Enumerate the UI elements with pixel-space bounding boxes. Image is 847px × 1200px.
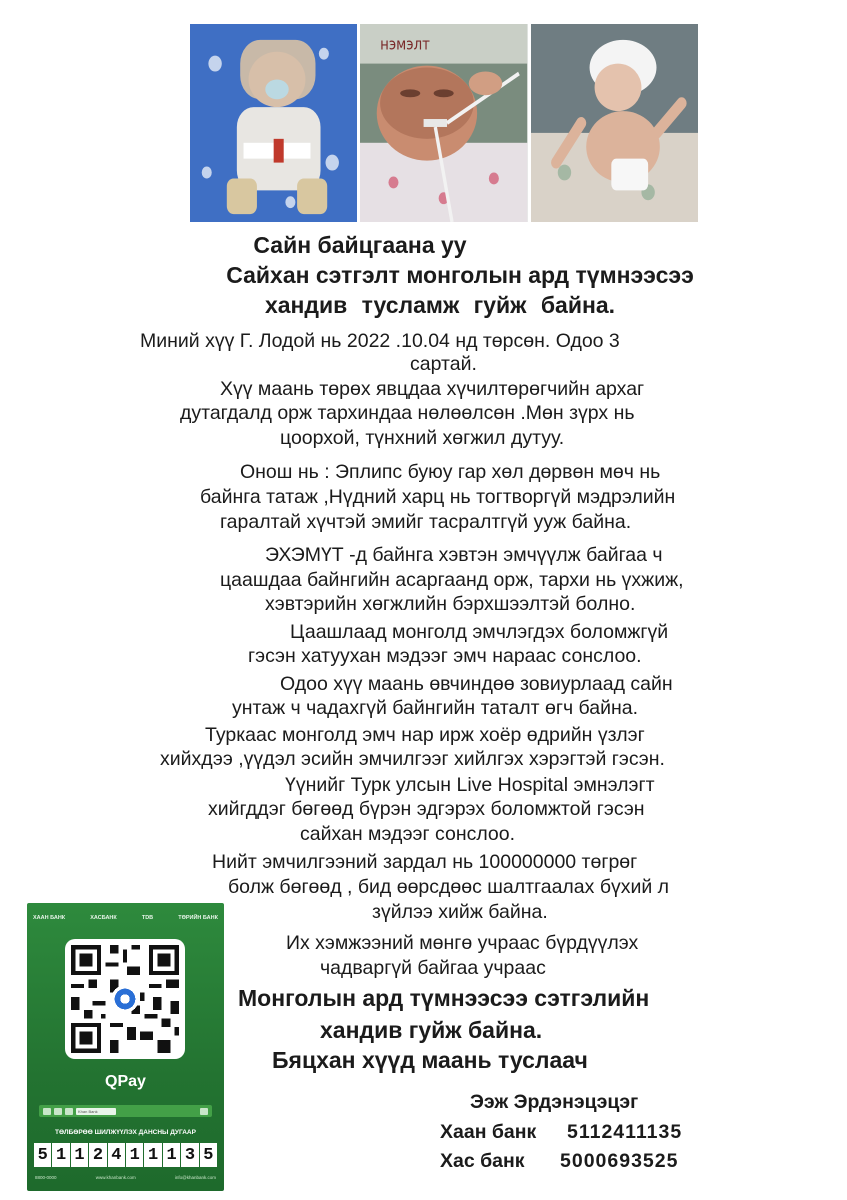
greeting-heading: Сайн байцгаана уу <box>253 232 467 258</box>
back-icon[interactable] <box>54 1108 62 1115</box>
photo-baby-hospital-bed <box>531 24 698 222</box>
account-digit: 1 <box>144 1143 161 1167</box>
account-digit: 1 <box>52 1143 69 1167</box>
phone-contact: 8800-0000 <box>35 1175 57 1180</box>
bank1-name: Хаан банк <box>440 1121 537 1143</box>
story-line: Туркаас монголд эмч нар ирж хоёр өдрийн үзлэг <box>205 724 645 746</box>
story-line: болж бөгөөд , бид өөрсдөөс шалтгаалах бүхий л <box>228 876 670 898</box>
story-line: Их хэмжээний мөнгө учраас бүрдүүлэх <box>286 932 639 954</box>
qpay-card <box>27 903 224 1191</box>
add-icon[interactable] <box>200 1108 208 1115</box>
photo-caption-fragment: нэмэлт <box>380 35 431 55</box>
story-line: гэсэн хатуухан мэдээг эмч нараас сонслоо. <box>248 645 642 667</box>
photo-strip <box>190 24 698 222</box>
story-line: ЭХЭМҮТ -д байнга хэвтэн эмчүүлж байгаа ч <box>265 544 663 566</box>
story-line: Онош нь : Эплипс буюу гар хөл дөрвөн мөч нь <box>240 461 661 483</box>
account-digit: 3 <box>181 1143 198 1167</box>
photo-baby-oxygen-mask <box>190 24 357 222</box>
account-digit: 1 <box>126 1143 143 1167</box>
story-line: Үүнийг Турк улсын Live Hospital эмнэлэгт <box>285 774 655 796</box>
closing-line3: Бяцхан хүүд маань туслаач <box>272 1047 588 1073</box>
story-line: сайхан мэдээг сонслоо. <box>300 823 516 845</box>
menu-icon[interactable] <box>65 1108 73 1115</box>
email-contact: info@khanbank.com <box>174 1175 216 1180</box>
account-digit: 4 <box>108 1143 125 1167</box>
account-digit: 5 <box>34 1143 51 1167</box>
story-line: цоорхой, түнхний хөгжил дутуу. <box>280 427 565 449</box>
qpay-logo: QPay <box>105 1073 146 1090</box>
qr-code[interactable] <box>65 939 185 1059</box>
tdb-bank-logo: TDB <box>141 915 154 921</box>
home-icon[interactable] <box>43 1108 51 1115</box>
appeal-heading-line2: хандив тусламж гуйж байна. <box>264 292 616 318</box>
story-line: унтаж ч чадахгүй байнгийн таталт өгч байна. <box>232 697 639 719</box>
account-digit: 5 <box>200 1143 217 1167</box>
story-line: Нийт эмчилгээний зардал нь 100000000 төгрөг <box>212 851 638 873</box>
story-line: байнга татаж ,Нүдний харц нь тогтворгүй мэдрэлийн <box>200 486 676 508</box>
appeal-heading-line1: Сайхан сэтгэлт монголын ард түмнээсээ <box>226 262 694 288</box>
bank-logo-row <box>33 911 218 925</box>
story-line: хийгддэг бөгөөд бүрэн эдгэрэх боломжтой гэсэн <box>208 798 645 820</box>
bank2-name: Хас банк <box>440 1150 525 1172</box>
mother-name: Ээж Эрдэнэцэцэг <box>470 1091 639 1113</box>
account-number-digits <box>34 1143 217 1167</box>
website-contact: www.khanbank.com <box>95 1175 136 1180</box>
xac-bank-logo: ХАСБАНК <box>90 915 117 921</box>
state-bank-logo: ТӨРИЙН БАНК <box>178 915 218 921</box>
closing-line1: Монголын ард түмнээсээ сэтгэлийн <box>238 985 650 1011</box>
bank1-account: 5112411135 <box>567 1121 683 1143</box>
story-line: чадваргүй байгаа учраас <box>320 957 546 979</box>
closing-line2: хандив гуйж байна. <box>320 1017 543 1043</box>
account-digit: 2 <box>89 1143 106 1167</box>
qpay-footer <box>35 1175 216 1180</box>
story-line: зүйлээ хийж байна. <box>372 901 548 923</box>
story-line: цаашдаа байнгийн асаргаанд орж, тархи нь үхжиж, <box>220 569 684 591</box>
account-number-label: ТӨЛБӨРӨӨ ШИЛЖҮҮЛЭХ ДАНСНЫ ДУГААР <box>55 1129 196 1136</box>
story-line: дутагдалд орж тархиндаа нөлөөлсөн .Мөн зүрх нь <box>180 402 635 424</box>
story-line: хийхдээ ,үүдэл эсийн эмчилгээг хийлгэх хэрэгтэй гэсэн. <box>160 748 665 770</box>
story-line: Миний хүү Г. Лодой нь 2022 .10.04 нд төрсөн. Одоо 3 <box>140 330 620 352</box>
account-digit: 1 <box>71 1143 88 1167</box>
story-line: Цаашлаад монголд эмчлэгдэх боломжгүй <box>290 621 669 643</box>
story-line: сартай. <box>410 353 477 375</box>
bank2-account: 5000693525 <box>560 1150 679 1172</box>
story-line: гаралтай хүчтэй эмийг тасралтгүй ууж байна. <box>220 511 632 533</box>
qr-code-icon <box>71 945 179 1053</box>
bank-search-input[interactable]: Khan Bank <box>76 1108 116 1115</box>
qpay-search-bar <box>39 1105 212 1117</box>
account-digit: 1 <box>163 1143 180 1167</box>
khan-bank-logo: ХААН БАНК <box>33 915 66 921</box>
story-line: хэвтэрийн хөгжлийн бэрхшээлтэй болно. <box>265 593 636 615</box>
photo-baby-feeding-tube <box>360 24 527 222</box>
story-line: Одоо хүү маань өвчиндөө зовиурлаад сайн <box>280 673 673 695</box>
story-line: Хүү маань төрөх явцдаа хүчилтөрөгчийн архаг <box>220 378 645 400</box>
